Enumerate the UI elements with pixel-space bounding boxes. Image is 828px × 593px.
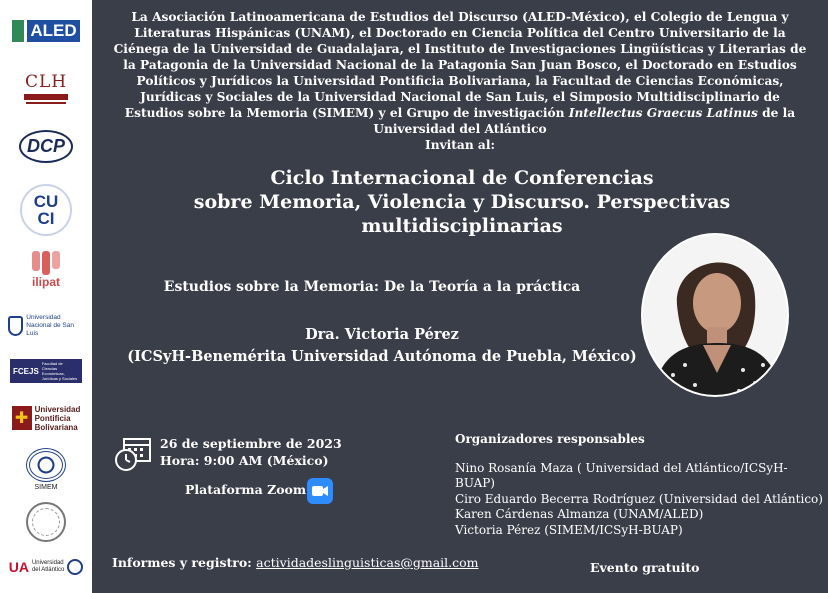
event-title bbox=[112, 166, 812, 238]
intro-text-end: de la Universidad del Atlántico bbox=[373, 106, 796, 136]
cuci-logo-bottom: CI bbox=[37, 209, 55, 228]
free-event-label: Evento gratuito bbox=[590, 560, 700, 575]
ilipat-logo-text: ilipat bbox=[31, 275, 60, 289]
dcp-logo bbox=[8, 126, 84, 166]
platform-label: Plataforma Zoom bbox=[185, 482, 307, 497]
upb-logo bbox=[8, 400, 84, 436]
aled-logo-text: ALED bbox=[27, 20, 79, 42]
organizer-item: Karen Cárdenas Almanza (UNAM/ALED) bbox=[455, 507, 704, 521]
research-group-name: Intellectus Graecus Latinus bbox=[568, 106, 758, 120]
clh-logo-text: CLH bbox=[24, 72, 68, 92]
organizer-item: Victoria Pérez (SIMEM/ICSyH-BUAP) bbox=[455, 522, 683, 537]
organizers-block bbox=[455, 432, 825, 538]
unsl-logo-line1: Universidad bbox=[26, 314, 61, 321]
zoom-icon[interactable] bbox=[307, 478, 333, 504]
speaker-name: Dra. Victoria Pérez bbox=[305, 326, 459, 343]
uatlantico-logo bbox=[8, 552, 84, 582]
uatlantico-logo-line2: del Atlántico bbox=[31, 567, 65, 573]
cuci-logo-top: CU bbox=[33, 192, 59, 211]
calendar-icon bbox=[114, 436, 154, 472]
registration-email-link[interactable]: actividadeslinguisticas@gmail.com bbox=[256, 555, 479, 570]
event-datetime bbox=[160, 435, 342, 469]
logo-sidebar bbox=[0, 0, 92, 593]
ilipat-logo bbox=[8, 246, 84, 294]
fcejs-logo-text: FCEJS bbox=[13, 366, 39, 376]
upb-crest-icon: ✚ bbox=[12, 406, 32, 430]
upb-logo-line2: Pontificia bbox=[34, 413, 71, 423]
event-date: 26 de septiembre de 2023 bbox=[160, 436, 342, 451]
registration-line bbox=[112, 555, 479, 570]
speaker-affiliation: (ICSyH-Benemérita Universidad Autónoma de Puebla, México) bbox=[127, 348, 637, 365]
fcejs-logo bbox=[8, 358, 84, 384]
organizer-item: Ciro Eduardo Becerra Rodríguez (Universidad del Atlántico) bbox=[455, 491, 823, 506]
university-seal-logo bbox=[8, 500, 84, 544]
speaker-block bbox=[92, 324, 672, 368]
title-line-2: sobre Memoria, Violencia y Discurso. Perspectivas multidisciplinarias bbox=[193, 191, 731, 237]
cuci-logo bbox=[8, 182, 84, 238]
intro-text: La Asociación Latinoamericana de Estudios del Discurso (ALED-México), el Colegio de Lengua y Literaturas Hispánicas (UNAM), el Doctorado en Ciencia Política del Centro Universitario de la Ciénega de la Universidad de Guadalajara, el Instituto de Investigaciones Lingüísticas y Literarias de la Patagonia de la Universidad Nacional de la Patagonia San Juan Bosco, el Doctorado en Estudios Políticos y Jurídicos la Universidad Pontificia Bolivariana, la Facultad de Ciencias Económicas, Jurídicas y Sociales de la Universidad Nacional de San Luis, el Simposio Multidisciplinario de Estudios sobre la Memoria (SIMEM) y el Grupo de investigación bbox=[113, 10, 807, 120]
intro-paragraph bbox=[110, 9, 810, 153]
dcp-logo-text: DCP bbox=[26, 135, 65, 156]
invitation-line: Invitan al: bbox=[425, 138, 495, 152]
unsl-logo bbox=[8, 310, 84, 342]
clh-logo bbox=[8, 62, 84, 114]
conference-subtitle: Estudios sobre la Memoria: De la Teoría a la práctica bbox=[163, 279, 581, 295]
event-time: Hora: 9:00 AM (México) bbox=[160, 453, 329, 468]
flyer-main bbox=[92, 0, 828, 593]
organizer-item: Nino Rosanía Maza ( Universidad del Atlántico/ICSyH-BUAP) bbox=[455, 460, 788, 490]
speaker-photo bbox=[641, 233, 789, 397]
simem-logo-text: SIMEM bbox=[34, 483, 58, 491]
uatlantico-logo-line1: Universidad bbox=[31, 560, 64, 566]
upb-logo-line1: Universidad bbox=[34, 404, 81, 414]
unsl-logo-line2: Nacional de San Luis bbox=[26, 322, 74, 337]
uatlantico-logo-mark: UA bbox=[8, 559, 29, 575]
aled-logo bbox=[8, 14, 84, 48]
simem-logo bbox=[8, 444, 84, 494]
upb-logo-line3: Bolivariana bbox=[34, 422, 78, 432]
title-line-1: Ciclo Internacional de Conferencias bbox=[270, 167, 654, 189]
registration-label: Informes y registro: bbox=[112, 555, 252, 570]
fcejs-logo-desc: Facultad de Ciencias Económicas, Jurídicas y Sociales bbox=[41, 361, 78, 381]
organizers-heading: Organizadores responsables bbox=[455, 432, 645, 446]
